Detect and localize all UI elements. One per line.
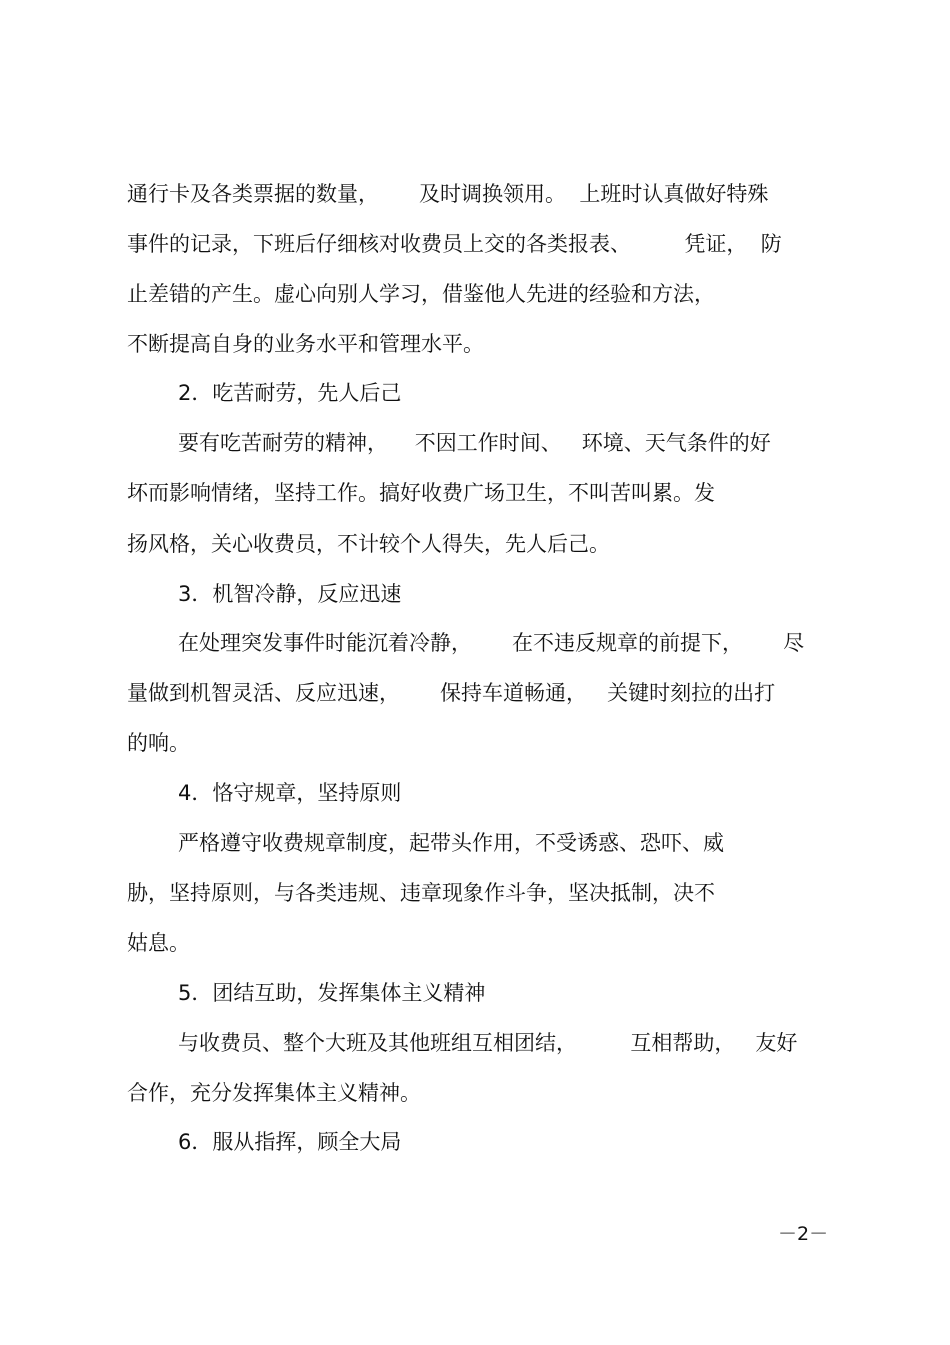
page-number: －2－	[778, 1223, 829, 1245]
body-text-line: 扬风格，关心收费员，不计较个人得失，先人后己。	[127, 532, 610, 556]
section-heading: 5．团结互助，发挥集体主义精神	[178, 981, 486, 1005]
body-text-line: 在处理突发事件时能沉着冷静， 在不违反规章的前提下， 尽	[178, 631, 805, 655]
section-heading: 2．吃苦耐劳，先人后己	[178, 381, 402, 405]
body-text-line: 胁，坚持原则，与各类违规、违章现象作斗争，坚决抵制，决不	[127, 881, 715, 905]
section-heading: 4．恪守规章，坚持原则	[178, 781, 402, 805]
section-heading: 3．机智冷静，反应迅速	[178, 582, 402, 606]
body-text-line: 止差错的产生。虚心向别人学习，借鉴他人先进的经验和方法，	[127, 282, 715, 306]
body-text-line: 合作，充分发挥集体主义精神。	[127, 1081, 421, 1105]
section-heading: 6．服从指挥，顾全大局	[178, 1130, 402, 1154]
body-text-line: 坏而影响情绪，坚持工作。搞好收费广场卫生，不叫苦叫累。发	[127, 481, 715, 505]
body-text-line: 不断提高自身的业务水平和管理水平。	[127, 332, 484, 356]
body-text-line: 量做到机智灵活、反应迅速， 保持车道畅通， 关键时刻拉的出打	[127, 681, 776, 705]
body-text-line: 的响。	[127, 731, 190, 755]
body-text-line: 姑息。	[127, 931, 190, 955]
body-text-line: 严格遵守收费规章制度，起带头作用，不受诱惑、恐吓、威	[178, 831, 724, 855]
body-text-line: 与收费员、整个大班及其他班组互相团结， 互相帮助， 友好	[178, 1031, 798, 1055]
body-text-line: 通行卡及各类票据的数量， 及时调换领用。 上班时认真做好特殊	[127, 182, 769, 206]
body-text-line: 要有吃苦耐劳的精神， 不因工作时间、 环境、天气条件的好	[178, 431, 771, 455]
body-text-line: 事件的记录，下班后仔细核对收费员上交的各类报表、 凭证， 防	[127, 232, 782, 256]
